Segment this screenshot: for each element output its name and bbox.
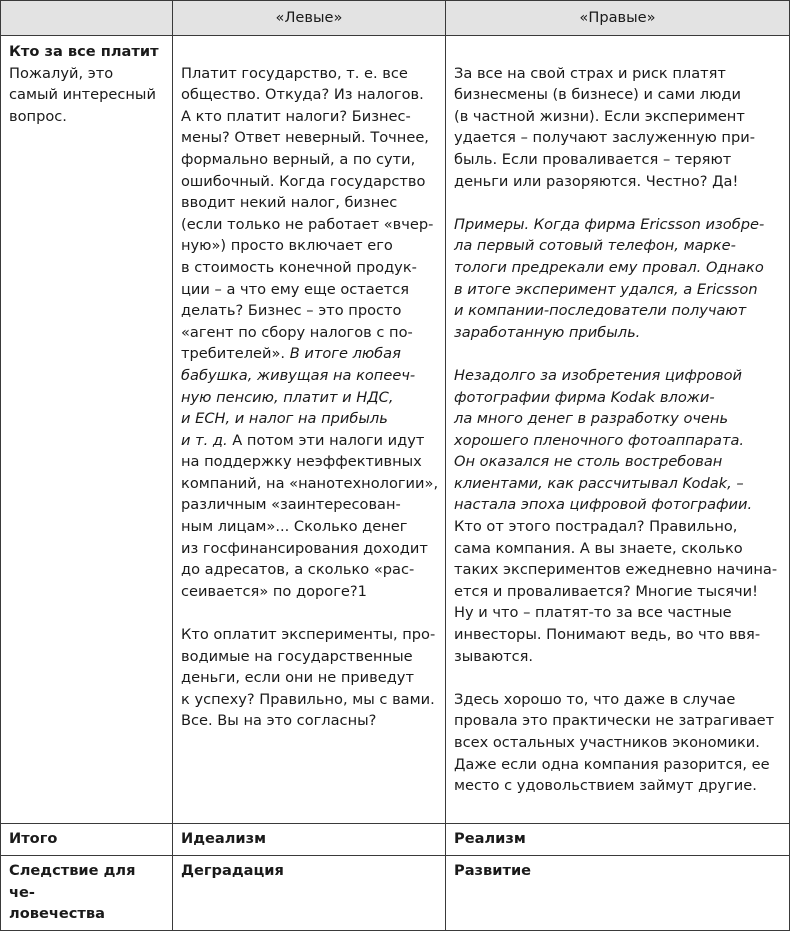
table-row-total — [1, 824, 790, 856]
left-paragraph-2: Кто оплатит эксперименты, про- водимые на государственные деньги, если они не приведут к успеху? Правильно, мы с вами. Все. Вы на это согласны? — [181, 626, 436, 730]
total-right: Реализм — [454, 830, 526, 848]
consequence-right-cell — [446, 855, 790, 930]
total-left: Идеализм — [181, 830, 267, 848]
total-label-cell — [1, 824, 173, 856]
left-p1-text: Платит государство, т. е. все общество. Откуда? Из налогов. А кто платит налоги? Бизнес- мены? Ответ неверный. Точнее, формально верный, а по сути, ошибочный. Когда государство вводит некий налог, бизнес (если только не работает «вчер- ную») просто включает его в стоимость конечной продук- ции – а что ему еще остается делать? Бизнес – это просто «агент по сбору налогов с по- требителей». — [181, 64, 434, 363]
table-row-who-pays — [1, 36, 790, 824]
row-label-cell — [1, 36, 173, 824]
consequence-left: Деградация — [181, 861, 284, 879]
total-label: Итого — [9, 830, 58, 848]
header-left: «Левые» — [173, 1, 446, 36]
consequence-label-cell — [1, 855, 173, 930]
right-paragraph-1: За все на свой страх и риск платят бизнесмены (в бизнесе) и сами люди (в частной жизни). Если эксперимент удается – получают заслуженную при- быль. Если проваливается – теряют деньги или разоряются. Честно? Да! — [454, 64, 755, 190]
right-paragraph-2 — [454, 365, 783, 667]
left-p1-italic: В итоге любая бабушка, живущая на копееч- ную пенсию, платит и НДС, и ЕСН, и налог на прибыль и т. д. — [181, 345, 416, 449]
right-example-1: Примеры. Когда фирма Ericsson изобре- ла первый сотовый телефон, марке- тологи предрекали ему провал. Однако в итоге эксперимент удался, а Ericsson и компании-последователи получают заработанную прибыль. — [454, 215, 765, 341]
consequence-left-cell — [173, 855, 446, 930]
right-cell — [446, 36, 790, 824]
right-paragraph-3: Здесь хорошо то, что даже в случае провала это практически не затрагивает всех остальных участников экономики. Даже если одна компания разорится, ее место с удовольствием займут другие. — [454, 690, 775, 795]
total-right-cell — [446, 824, 790, 856]
table-header-row — [1, 1, 790, 36]
table-row-consequence — [1, 855, 790, 930]
total-left-cell — [173, 824, 446, 856]
row-subtitle: Пожалуй, это самый интересный вопрос. — [9, 64, 156, 125]
right-example-2: Незадолго за изобретения цифровой фотографии фирма Kodak вложи- ла много денег в разработку очень хорошего пленочного фотоаппарата. Он оказался не столь востребован клиентами, как рассчитывал Kodak, – настала эпоха цифровой фотографии. — [454, 366, 753, 514]
left-cell — [173, 36, 446, 824]
left-p1-end: А потом эти налоги идут на поддержку неэффективных компаний, на «нанотехнологии», различным «заинтересован- ным лицам»... Сколько денег из госфинансирования доходит до адресатов, а сколько «рас- сеивается» по дороге?1 — [181, 431, 439, 600]
header-empty-cell — [1, 1, 173, 36]
row-title: Кто за все платит — [9, 43, 159, 60]
header-right: «Правые» — [446, 1, 790, 36]
left-paragraph-1 — [181, 63, 439, 603]
consequence-label: Следствие для че- ловечества — [9, 861, 136, 923]
right-p2-end: Кто от этого пострадал? Правильно, сама компания. А вы знаете, сколько таких экспериментов ежедневно начина- ется и проваливается? Многие тысячи! Ну и что – платят-то за все частные инвесторы. Понимают ведь, во что ввя- зываются. — [454, 518, 778, 665]
consequence-right: Развитие — [454, 861, 532, 879]
